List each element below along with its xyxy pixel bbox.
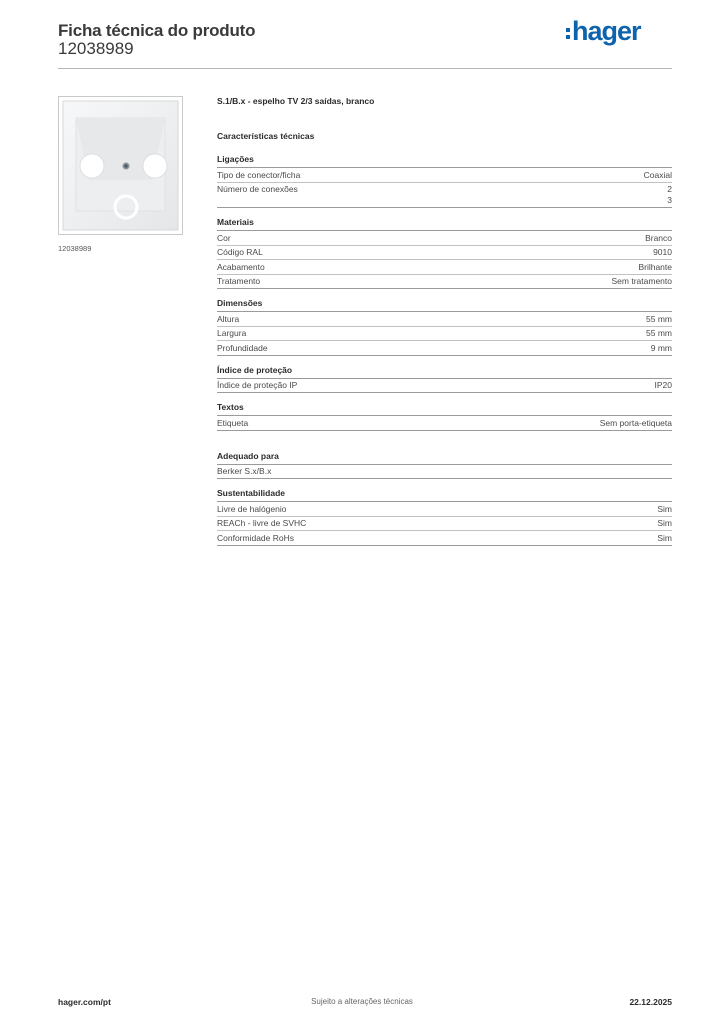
spec-section [217, 365, 672, 394]
spec-row [217, 246, 672, 261]
spec-label: Profundidade [217, 342, 268, 353]
spec-value: 9 mm [650, 342, 672, 353]
section-title: Sustentabilidade [217, 488, 672, 502]
footer-date: 22.12.2025 [629, 997, 672, 1007]
spec-label: Largura [217, 328, 247, 338]
spec-label: Tratamento [217, 276, 261, 286]
footer-disclaimer: Sujeito a alterações técnicas [311, 997, 413, 1006]
product-code: 12038989 [58, 39, 134, 58]
logo-dots-icon [566, 28, 570, 39]
tv-outlet-plate-icon [62, 100, 179, 231]
section-title: Dimensões [217, 298, 672, 312]
spec-row [217, 465, 672, 480]
spec-label: REACh - livre de SVHC [217, 518, 307, 528]
spec-section [217, 451, 672, 480]
spec-value: Coaxial [643, 169, 672, 180]
footer-website[interactable]: hager.com/pt [58, 997, 111, 1007]
section-title: Textos [217, 402, 672, 416]
spec-row [217, 275, 672, 290]
spec-value: IP20 [654, 380, 672, 390]
spec-value: Sem porta-etiqueta [599, 417, 672, 428]
spec-row [217, 517, 672, 532]
spec-label: Tipo de conector/ficha [217, 169, 301, 180]
product-image [58, 96, 183, 235]
spec-value: Brilhante [638, 261, 672, 272]
spec-label: Etiqueta [217, 417, 249, 428]
spec-section [217, 298, 672, 356]
spec-value: Sim [657, 518, 672, 528]
spec-label: Número de conexões [217, 184, 298, 194]
spec-row [217, 260, 672, 275]
spec-value: Sem tratamento [611, 276, 672, 286]
spec-row [217, 231, 672, 246]
section-title: Ligações [217, 154, 672, 168]
spec-label: Altura [217, 313, 240, 324]
section-title: Materiais [217, 217, 672, 231]
spec-section [217, 402, 672, 431]
spec-label: Berker S.x/B.x [217, 466, 272, 476]
spec-row [217, 416, 672, 431]
spec-label: Acabamento [217, 261, 265, 272]
spec-value: 55 mm [646, 328, 672, 338]
spec-row [217, 312, 672, 327]
spec-value: Branco [645, 232, 672, 243]
logo-text: hager [572, 15, 641, 46]
spec-label: Livre de halógenio [217, 503, 287, 514]
header-divider [58, 68, 672, 69]
spec-label: Cor [217, 232, 231, 243]
spec-row [217, 327, 672, 342]
spec-value: 55 mm [646, 313, 672, 324]
hager-logo [566, 16, 641, 46]
spec-label: Conformidade RoHs [217, 532, 295, 543]
image-caption: 12038989 [58, 244, 92, 253]
spec-value: 9010 [653, 247, 672, 257]
spec-sections [217, 154, 672, 546]
section-title: Adequado para [217, 451, 672, 465]
spec-row [217, 531, 672, 546]
spec-content [217, 96, 672, 555]
spec-row [217, 168, 672, 183]
spec-value: Sim [657, 503, 672, 514]
spec-label: Índice de proteção IP [217, 380, 298, 390]
spec-section [217, 217, 672, 289]
spec-value: 2 3 [667, 184, 672, 205]
spec-row [217, 502, 672, 517]
product-name: S.1/B.x - espelho TV 2/3 saídas, branco [217, 96, 375, 106]
spec-value: Sim [657, 532, 672, 543]
spec-section [217, 488, 672, 546]
spec-row [217, 341, 672, 356]
spec-label: Código RAL [217, 247, 263, 257]
tech-heading: Características técnicas [217, 131, 315, 141]
page-title: Ficha técnica do produto [58, 21, 256, 40]
section-title: Índice de proteção [217, 365, 672, 379]
spec-row [217, 379, 672, 394]
spec-row [217, 183, 672, 209]
spec-section [217, 154, 672, 208]
